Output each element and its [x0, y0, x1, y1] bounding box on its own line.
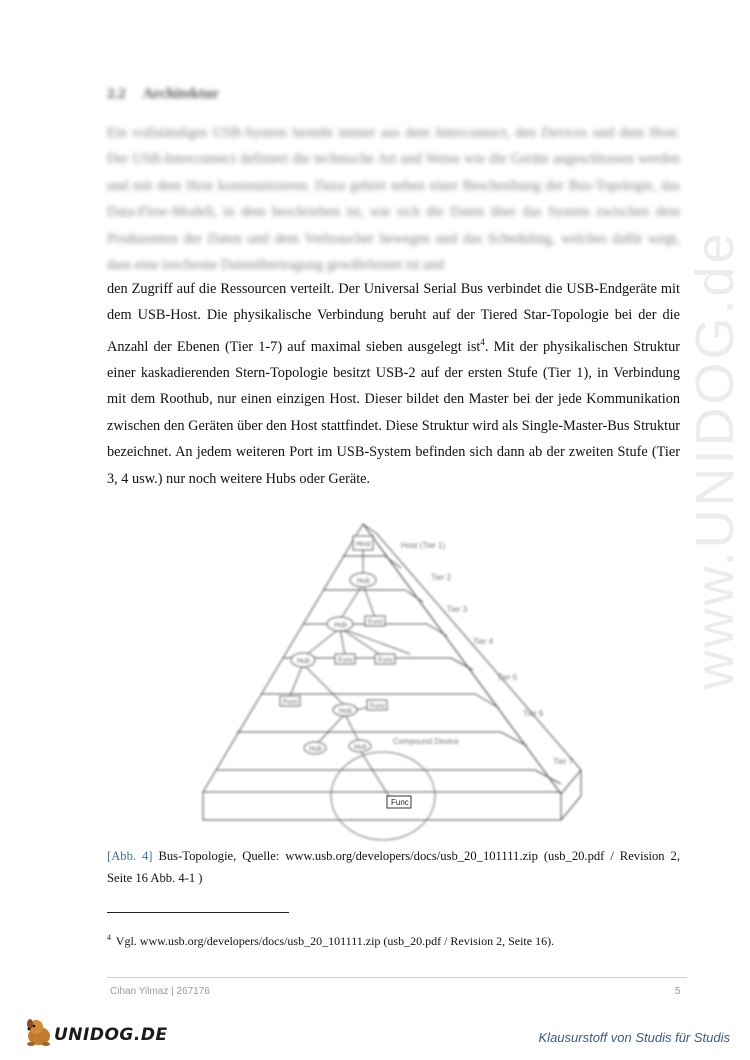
caption-text: Bus-Topologie, Quelle: www.usb.org/developers/docs/usb_20_101111.zip (usb_20.pdf / Revision 2, Seite 16 Abb. 4-1 ) — [107, 849, 680, 885]
figure-caption — [107, 845, 680, 889]
tagline: Klausurstoff von Studis für Studis — [538, 1030, 730, 1045]
node-label-func: Func — [368, 619, 384, 626]
node-label-func: Func — [283, 699, 299, 706]
footnote-mark: 4 — [107, 933, 111, 942]
footnote-reference[interactable]: 4 — [480, 336, 485, 347]
body-paragraph — [107, 276, 680, 492]
node-label-hub: Hub — [357, 578, 370, 585]
footnote — [107, 933, 680, 949]
bus-topology-figure — [195, 520, 595, 850]
node-label-hub: Hub — [334, 622, 347, 629]
blurred-paragraph: Ein vollständiges USB-System besteht immer aus dem Interconnect, den Devices und dem Host. Der USB-Interconnect definiert die technische Art und Weise wie die Geräte angeschlossen werden und mit dem Host kommunizieren. Dazu gehört neben einer Beschreibung der Bus-Topologie, das Data-Flow-Modell, in dem beschrieben ist, wie sich die Daten über das System zwischen dem Produzenten der Daten und dem Verbraucher bewegen und das Scheduling, welches dafür sorgt, dass eine isochrone Datenübertragung gewährleistet ist und — [107, 125, 680, 274]
compound-device-label: Compound Device — [393, 737, 459, 746]
tier-label-3: Tier 3 — [447, 605, 468, 614]
node-label-host: Host — [356, 541, 371, 548]
pyramid-diagram — [195, 520, 595, 850]
body-text-part1: den Zugriff auf die Ressourcen verteilt. Der Universal Serial Bus verbindet die USB-Endgeräte mit dem USB-Host. Die physikalische Verbindung beruht auf der Tiered Star-Topologie bei der die Anzahl der Ebenen (Tier 1-7) auf maximal sieben ausgelegt ist — [107, 281, 680, 355]
node-label-func: Func — [378, 657, 394, 664]
tier-label-5: Tier 5 — [497, 673, 518, 682]
tier-label-2: Tier 2 — [431, 573, 452, 582]
figure-reference: [Abb. 4] — [107, 849, 153, 863]
logo-text: UNIDOG.DE — [54, 1025, 168, 1045]
page-number: 5 — [675, 986, 681, 997]
footnote-divider — [107, 912, 289, 913]
dog-icon — [27, 1019, 50, 1046]
tier-label-4: Tier 4 — [473, 637, 494, 646]
func-node-label: Func — [391, 798, 409, 807]
body-text-part2: . Mit der physikalischen Struktur einer kaskadierenden Stern-Topologie besitzt USB-2 auf der ersten Stufe (Tier 1), in Verbindung mit dem Roothub, nur einen einzigen Host. Dieser bildet den Master bei der jede Kommunikation zwischen den Geräten über den Host stattfindet. Diese Struktur wird als Single-Master-Bus Struktur bezeichnet. An jedem weiteren Port im USB-System befinden sich dann ab der zweiten Stufe (Tier 3, 4 usw.) nur noch weitere Hubs oder Geräte. — [107, 338, 680, 487]
footer-divider — [107, 977, 687, 978]
section-title: Architektur — [142, 86, 220, 102]
node-label-hub: Hub — [309, 746, 322, 753]
tier-label-host: Host (Tier 1) — [401, 541, 446, 550]
node-label-hub: Hub — [354, 744, 367, 751]
section-number: 2.2 — [107, 86, 126, 102]
watermark: www.UNIDOG.de — [685, 230, 745, 690]
footnote-text: Vgl. www.usb.org/developers/docs/usb_20_101111.zip (usb_20.pdf / Revision 2, Seite 16). — [113, 934, 555, 948]
tier-label-7: Tier 7 — [553, 757, 574, 766]
section-heading — [107, 86, 219, 103]
node-label-hub: Hub — [297, 658, 310, 665]
tier-label-6: Tier 6 — [523, 709, 544, 718]
node-label-hub: Hub — [339, 708, 352, 715]
pyramid-outline — [203, 524, 581, 840]
node-label-func: Func — [370, 703, 386, 710]
footer-author: Cihan Yilmaz | 267176 — [110, 986, 210, 997]
node-label-func: Func — [338, 657, 354, 664]
topology-links — [290, 548, 410, 806]
